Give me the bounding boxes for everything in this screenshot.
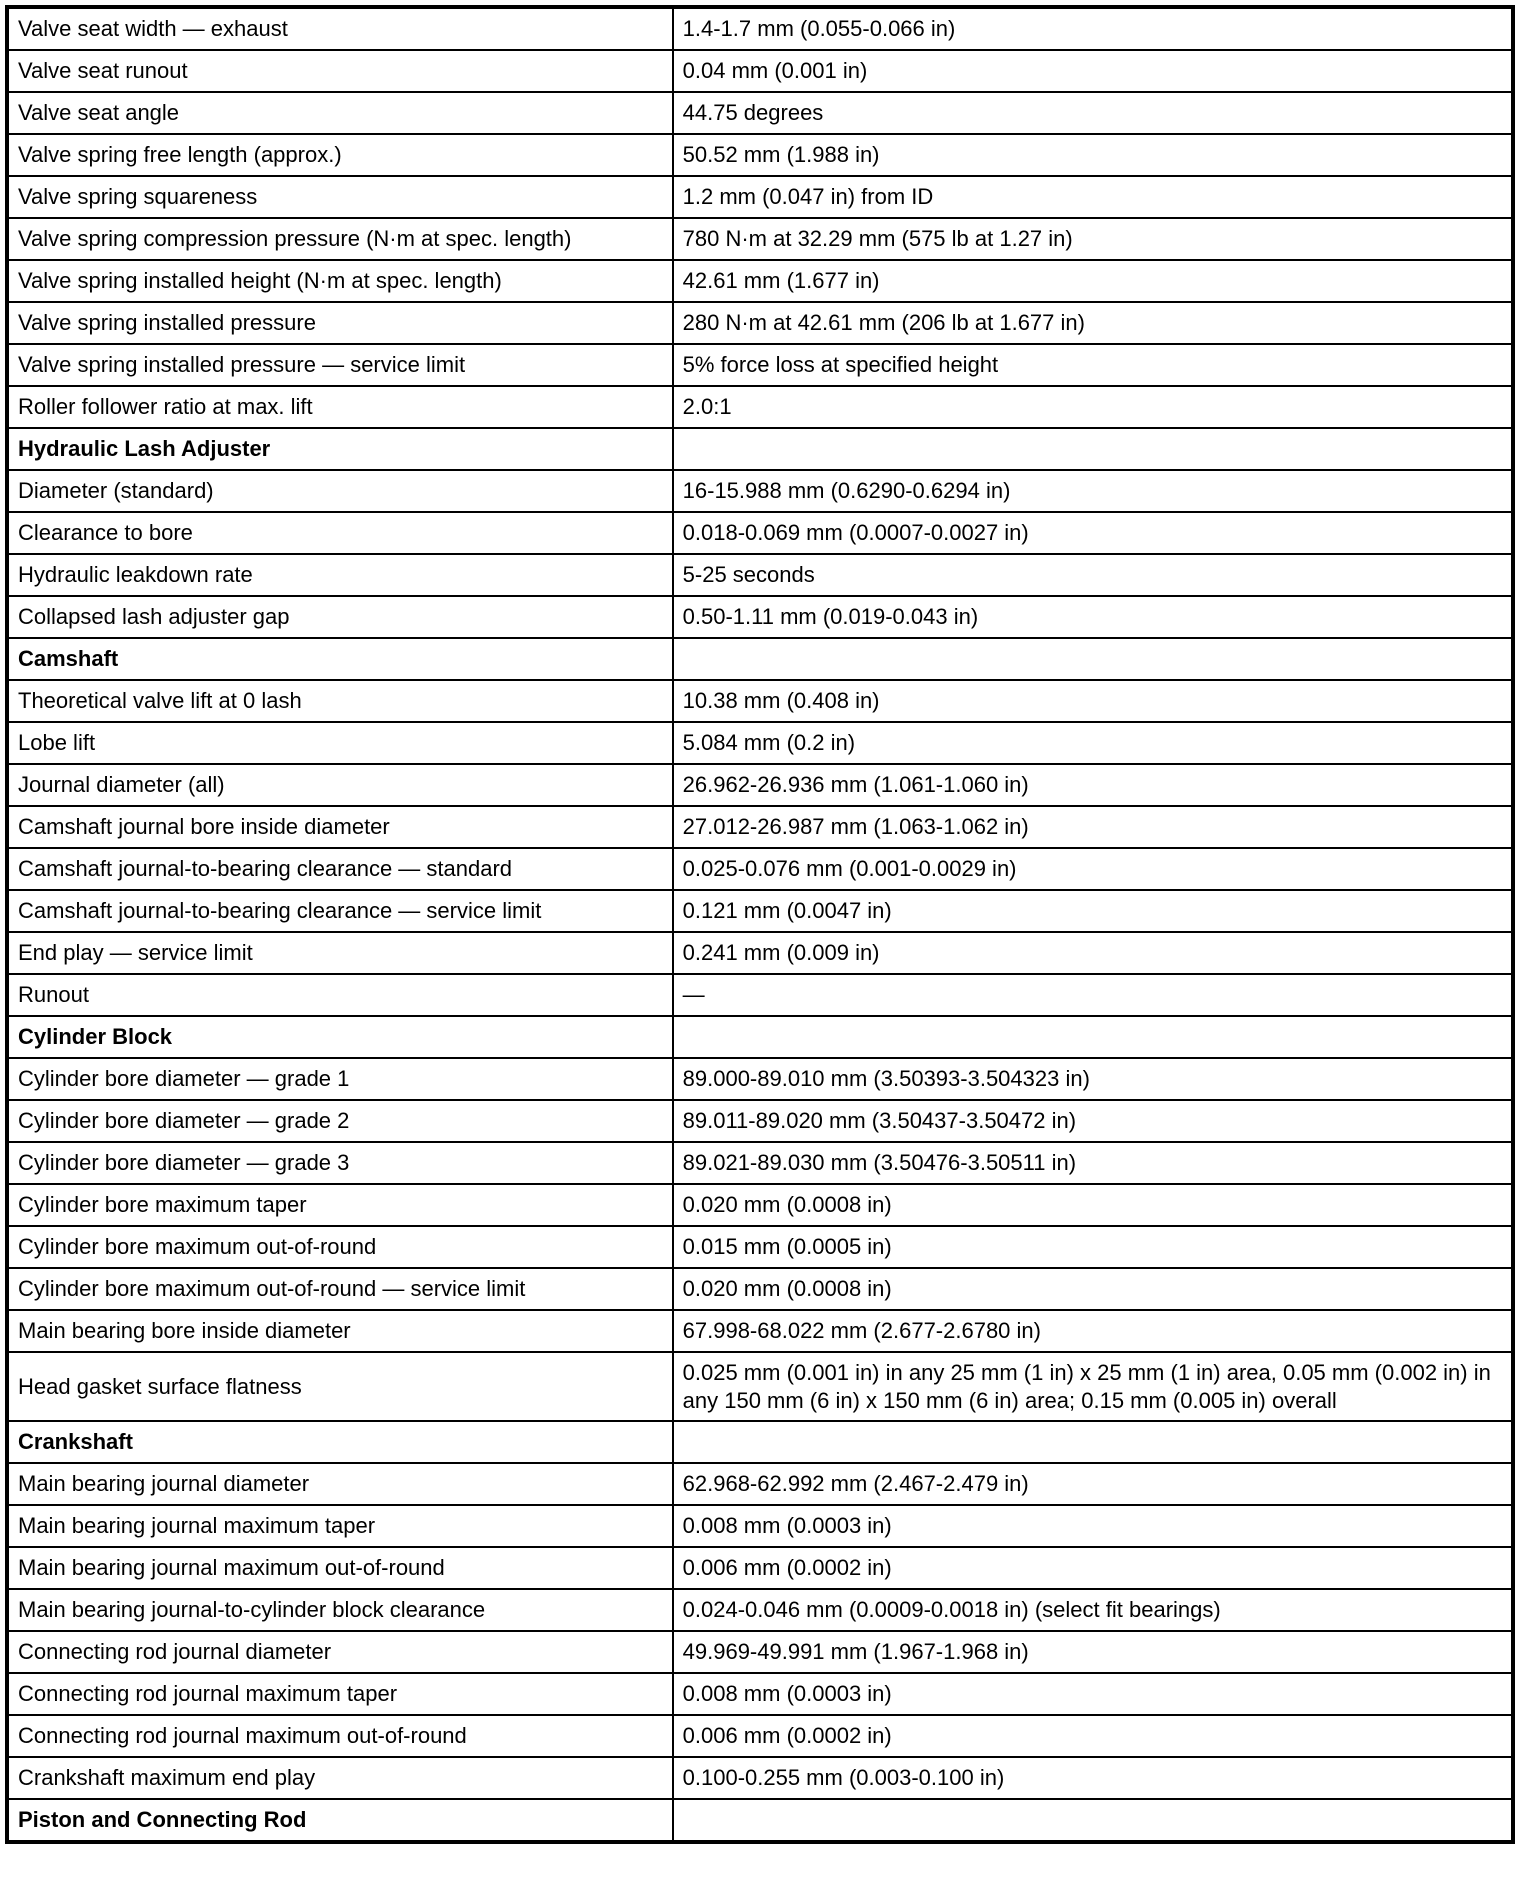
table-row [7,50,1513,92]
spec-label: Camshaft journal-to-bearing clearance — service limit [7,890,673,932]
table-row [7,1505,1513,1547]
spec-label: Head gasket surface flatness [7,1352,673,1421]
table-row [7,7,1513,50]
spec-value: 0.025 mm (0.001 in) in any 25 mm (1 in) x 25 mm (1 in) area, 0.05 mm (0.002 in) in any 150 mm (6 in) x 150 mm (6 in) area; 0.15 mm (0.005 in) overall [673,1352,1513,1421]
spec-value: 0.024-0.046 mm (0.0009-0.0018 in) (select fit bearings) [673,1589,1513,1631]
spec-label: Cylinder bore maximum out-of-round — service limit [7,1268,673,1310]
spec-value: 0.006 mm (0.0002 in) [673,1547,1513,1589]
spec-label: Cylinder bore maximum out-of-round [7,1226,673,1268]
table-row [7,806,1513,848]
spec-value: 2.0:1 [673,386,1513,428]
spec-value [673,1799,1513,1842]
spec-label: Roller follower ratio at max. lift [7,386,673,428]
spec-value: 5% force loss at specified height [673,344,1513,386]
table-row [7,176,1513,218]
spec-value: 0.121 mm (0.0047 in) [673,890,1513,932]
table-row [7,680,1513,722]
spec-value: 0.018-0.069 mm (0.0007-0.0027 in) [673,512,1513,554]
spec-value: 89.011-89.020 mm (3.50437-3.50472 in) [673,1100,1513,1142]
table-row [7,512,1513,554]
spec-label: Connecting rod journal maximum out-of-round [7,1715,673,1757]
spec-value: 0.025-0.076 mm (0.001-0.0029 in) [673,848,1513,890]
table-row [7,1547,1513,1589]
spec-value: 0.015 mm (0.0005 in) [673,1226,1513,1268]
spec-label: Hydraulic Lash Adjuster [7,428,673,470]
table-row [7,1421,1513,1463]
table-row [7,764,1513,806]
spec-value: — [673,974,1513,1016]
table-row [7,344,1513,386]
engine-specifications-table [5,5,1515,1844]
spec-value [673,428,1513,470]
spec-value [673,1421,1513,1463]
table-row [7,470,1513,512]
spec-label: Valve spring compression pressure (N·m at spec. length) [7,218,673,260]
spec-value: 280 N·m at 42.61 mm (206 lb at 1.677 in) [673,302,1513,344]
spec-label: Valve spring installed pressure [7,302,673,344]
spec-label: Cylinder bore maximum taper [7,1184,673,1226]
spec-label: Main bearing journal-to-cylinder block clearance [7,1589,673,1631]
spec-value: 10.38 mm (0.408 in) [673,680,1513,722]
spec-label: Valve seat runout [7,50,673,92]
spec-value: 1.2 mm (0.047 in) from ID [673,176,1513,218]
table-row [7,932,1513,974]
spec-label: Clearance to bore [7,512,673,554]
spec-value: 1.4-1.7 mm (0.055-0.066 in) [673,7,1513,50]
table-row [7,92,1513,134]
table-row [7,1589,1513,1631]
spec-label: Valve spring installed pressure — service limit [7,344,673,386]
spec-value: 0.04 mm (0.001 in) [673,50,1513,92]
table-row [7,1631,1513,1673]
spec-label: Piston and Connecting Rod [7,1799,673,1842]
spec-label: Collapsed lash adjuster gap [7,596,673,638]
spec-label: Journal diameter (all) [7,764,673,806]
spec-label: Diameter (standard) [7,470,673,512]
spec-value: 780 N·m at 32.29 mm (575 lb at 1.27 in) [673,218,1513,260]
table-row [7,428,1513,470]
table-row [7,1142,1513,1184]
spec-value: 44.75 degrees [673,92,1513,134]
spec-value: 5.084 mm (0.2 in) [673,722,1513,764]
table-row [7,848,1513,890]
spec-value: 26.962-26.936 mm (1.061-1.060 in) [673,764,1513,806]
spec-label: Crankshaft maximum end play [7,1757,673,1799]
spec-table-body [7,7,1513,1842]
table-row [7,1757,1513,1799]
spec-value: 0.020 mm (0.0008 in) [673,1184,1513,1226]
spec-value: 27.012-26.987 mm (1.063-1.062 in) [673,806,1513,848]
spec-value [673,638,1513,680]
table-row [7,134,1513,176]
table-row [7,1226,1513,1268]
table-row [7,638,1513,680]
spec-value [673,1016,1513,1058]
spec-value: 89.021-89.030 mm (3.50476-3.50511 in) [673,1142,1513,1184]
spec-value: 0.50-1.11 mm (0.019-0.043 in) [673,596,1513,638]
table-row [7,974,1513,1016]
spec-value: 0.008 mm (0.0003 in) [673,1673,1513,1715]
spec-label: End play — service limit [7,932,673,974]
spec-value: 42.61 mm (1.677 in) [673,260,1513,302]
table-row [7,1673,1513,1715]
table-row [7,554,1513,596]
table-row [7,596,1513,638]
spec-label: Camshaft journal-to-bearing clearance — standard [7,848,673,890]
spec-value: 0.100-0.255 mm (0.003-0.100 in) [673,1757,1513,1799]
spec-label: Crankshaft [7,1421,673,1463]
spec-label: Hydraulic leakdown rate [7,554,673,596]
table-row [7,890,1513,932]
spec-value: 16-15.988 mm (0.6290-0.6294 in) [673,470,1513,512]
spec-label: Valve seat width — exhaust [7,7,673,50]
table-row [7,218,1513,260]
spec-label: Connecting rod journal maximum taper [7,1673,673,1715]
spec-value: 89.000-89.010 mm (3.50393-3.504323 in) [673,1058,1513,1100]
table-row [7,1100,1513,1142]
spec-label: Cylinder bore diameter — grade 2 [7,1100,673,1142]
table-row [7,722,1513,764]
spec-value: 0.241 mm (0.009 in) [673,932,1513,974]
spec-value: 49.969-49.991 mm (1.967-1.968 in) [673,1631,1513,1673]
table-row [7,1268,1513,1310]
table-row [7,302,1513,344]
spec-value: 5-25 seconds [673,554,1513,596]
table-row [7,1058,1513,1100]
table-row [7,260,1513,302]
spec-value: 0.006 mm (0.0002 in) [673,1715,1513,1757]
spec-label: Runout [7,974,673,1016]
spec-value: 0.008 mm (0.0003 in) [673,1505,1513,1547]
table-row [7,1463,1513,1505]
spec-label: Connecting rod journal diameter [7,1631,673,1673]
table-row [7,1016,1513,1058]
spec-label: Valve seat angle [7,92,673,134]
table-row [7,1184,1513,1226]
spec-value: 62.968-62.992 mm (2.467-2.479 in) [673,1463,1513,1505]
spec-label: Valve spring squareness [7,176,673,218]
table-row [7,1715,1513,1757]
spec-label: Main bearing bore inside diameter [7,1310,673,1352]
spec-label: Valve spring free length (approx.) [7,134,673,176]
table-row [7,1310,1513,1352]
spec-label: Main bearing journal maximum out-of-round [7,1547,673,1589]
spec-label: Cylinder bore diameter — grade 1 [7,1058,673,1100]
spec-value: 50.52 mm (1.988 in) [673,134,1513,176]
spec-label: Main bearing journal maximum taper [7,1505,673,1547]
spec-label: Camshaft journal bore inside diameter [7,806,673,848]
table-row [7,1352,1513,1421]
spec-value: 67.998-68.022 mm (2.677-2.6780 in) [673,1310,1513,1352]
spec-label: Valve spring installed height (N·m at spec. length) [7,260,673,302]
spec-label: Lobe lift [7,722,673,764]
table-row [7,386,1513,428]
spec-value: 0.020 mm (0.0008 in) [673,1268,1513,1310]
spec-label: Cylinder Block [7,1016,673,1058]
spec-label: Theoretical valve lift at 0 lash [7,680,673,722]
table-row [7,1799,1513,1842]
spec-label: Cylinder bore diameter — grade 3 [7,1142,673,1184]
spec-label: Main bearing journal diameter [7,1463,673,1505]
spec-label: Camshaft [7,638,673,680]
